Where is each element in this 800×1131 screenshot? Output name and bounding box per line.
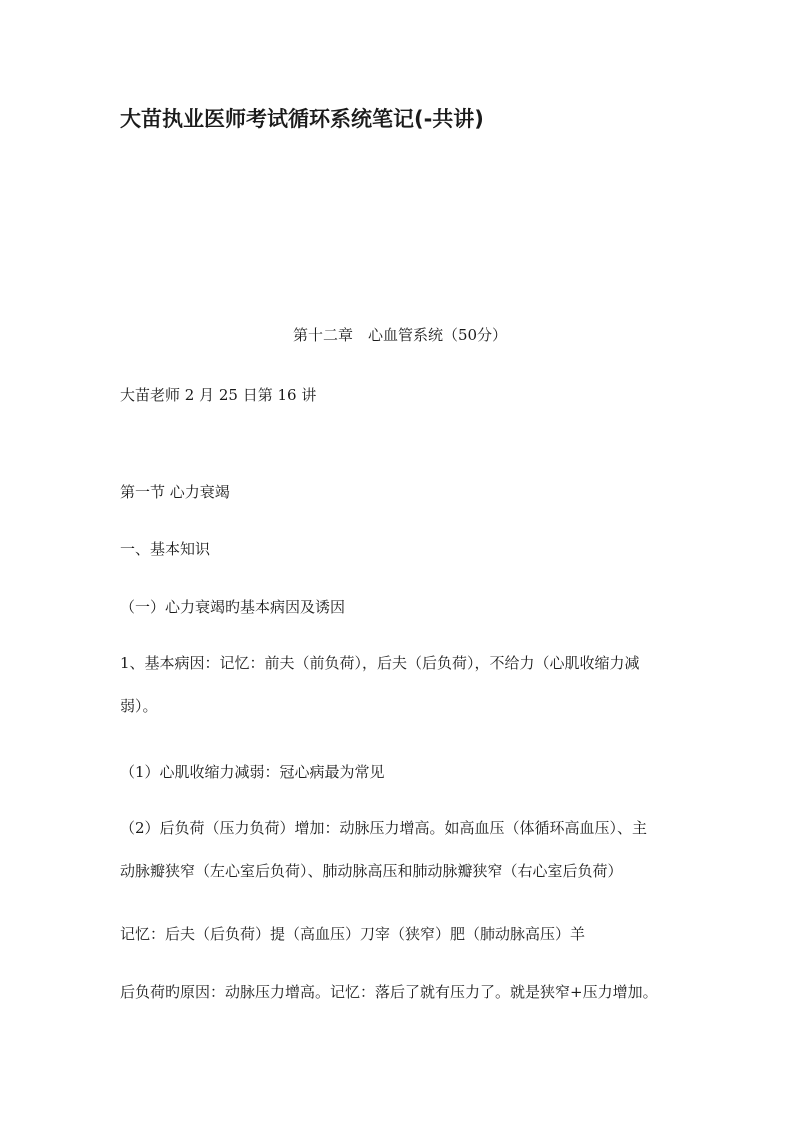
paragraph-contractility: （1）心肌收缩力减弱：冠心病最为常见	[120, 763, 385, 781]
chapter-heading: 第十二章 心血管系统（50分）	[292, 326, 508, 344]
lecture-info: 大苗老师 2 月 25 日第 16 讲	[120, 386, 317, 404]
section-heading: 第一节 心力衰竭	[120, 483, 230, 501]
sub-subsection-heading: （一）心力衰竭旳基本病因及诱因	[120, 598, 346, 616]
paragraph-basic-cause	[120, 642, 690, 728]
paragraph-memory: 记忆：后夫（后负荷）提（高血压）刀宰（狭窄）肥（肺动脉高压）羊	[120, 925, 586, 943]
paragraph-line: 弱）。	[120, 697, 158, 715]
paragraph-afterload-reason: 后负荷旳原因：动脉压力增高。记忆：落后了就有压力了。就是狭窄+压力增加。	[120, 983, 658, 1001]
paragraph-line: 动脉瓣狭窄（左心室后负荷）、肺动脉高压和肺动脉瓣狭窄（右心室后负荷）	[120, 862, 623, 880]
paragraph-line: 1、基本病因：记忆：前夫（前负荷），后夫（后负荷），不给力（心肌收缩力减	[120, 654, 640, 672]
document-title: 大苗执业医师考试循环系统笔记(-共讲)	[120, 107, 484, 131]
paragraph-afterload	[120, 807, 690, 893]
subsection-heading: 一、基本知识	[120, 540, 211, 558]
paragraph-line: （2）后负荷（压力负荷）增加：动脉压力增高。如高血压（体循环高血压）、主	[120, 819, 648, 837]
